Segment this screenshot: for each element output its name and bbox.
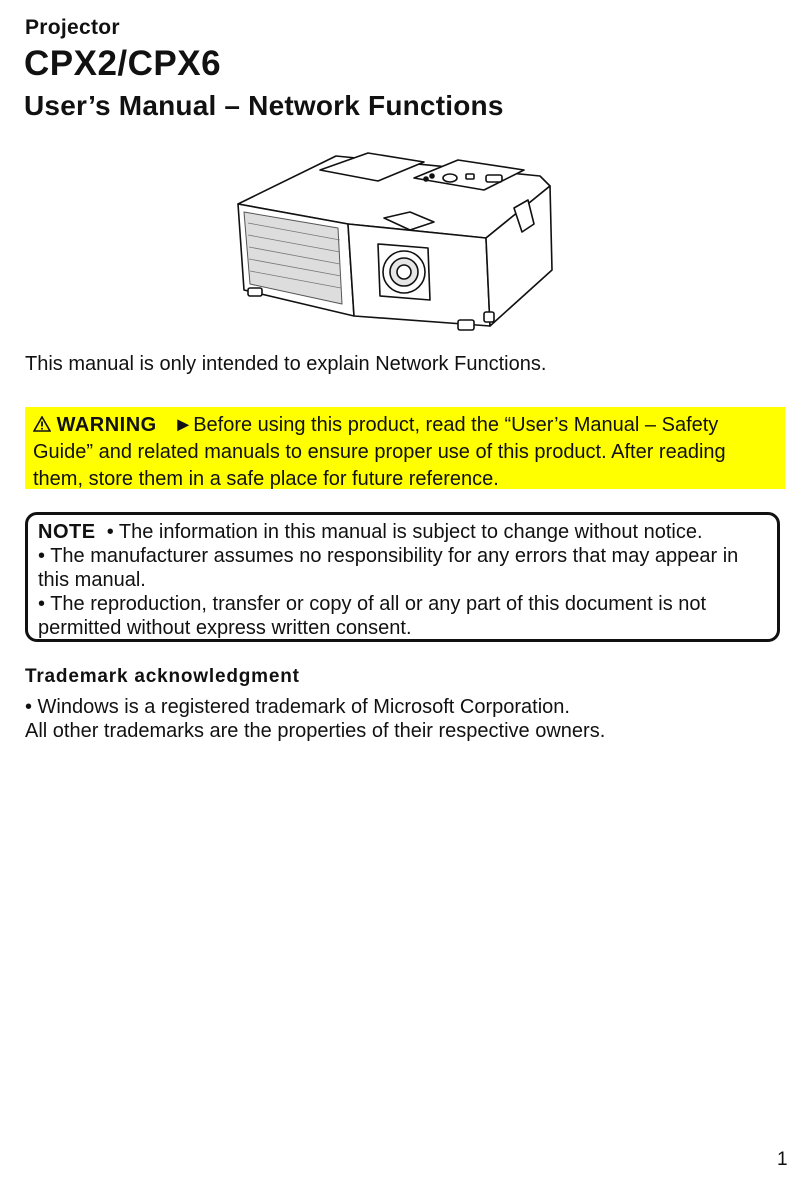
- pointer-icon: ►: [173, 414, 194, 436]
- warning-label: WARNING: [56, 414, 157, 436]
- document-kicker: Projector: [25, 16, 120, 39]
- projector-illustration: [228, 148, 558, 334]
- note-label: NOTE: [38, 521, 96, 543]
- intro-text: This manual is only intended to explain Network Functions.: [25, 353, 547, 375]
- trademark-body: [25, 695, 605, 743]
- page-number: 1: [777, 1149, 788, 1170]
- note-item: • The information in this manual is subject to change without notice.: [106, 521, 703, 543]
- manual-subtitle: User’s Manual – Network Functions: [24, 90, 504, 121]
- note-box: [25, 512, 780, 642]
- warning-text: Before using this product, read the “User’s Manual – Safety Guide” and related manuals to ensure proper use of this product. After reading them, store them in a safe place for future reference.: [33, 414, 726, 490]
- warning-box: [25, 407, 785, 489]
- trademark-heading: Trademark acknowledgment: [25, 666, 300, 687]
- trademark-line: All other trademarks are the properties of their respective owners.: [25, 720, 606, 742]
- note-item: • The reproduction, transfer or copy of all or any part of this document is not permitted without express written consent.: [38, 593, 707, 639]
- trademark-line: • Windows is a registered trademark of Microsoft Corporation.: [25, 696, 570, 718]
- warning-triangle-icon: [33, 414, 57, 436]
- model-title: CPX2/CPX6: [24, 44, 222, 83]
- note-item: • The manufacturer assumes no responsibility for any errors that may appear in this manual.: [38, 545, 739, 591]
